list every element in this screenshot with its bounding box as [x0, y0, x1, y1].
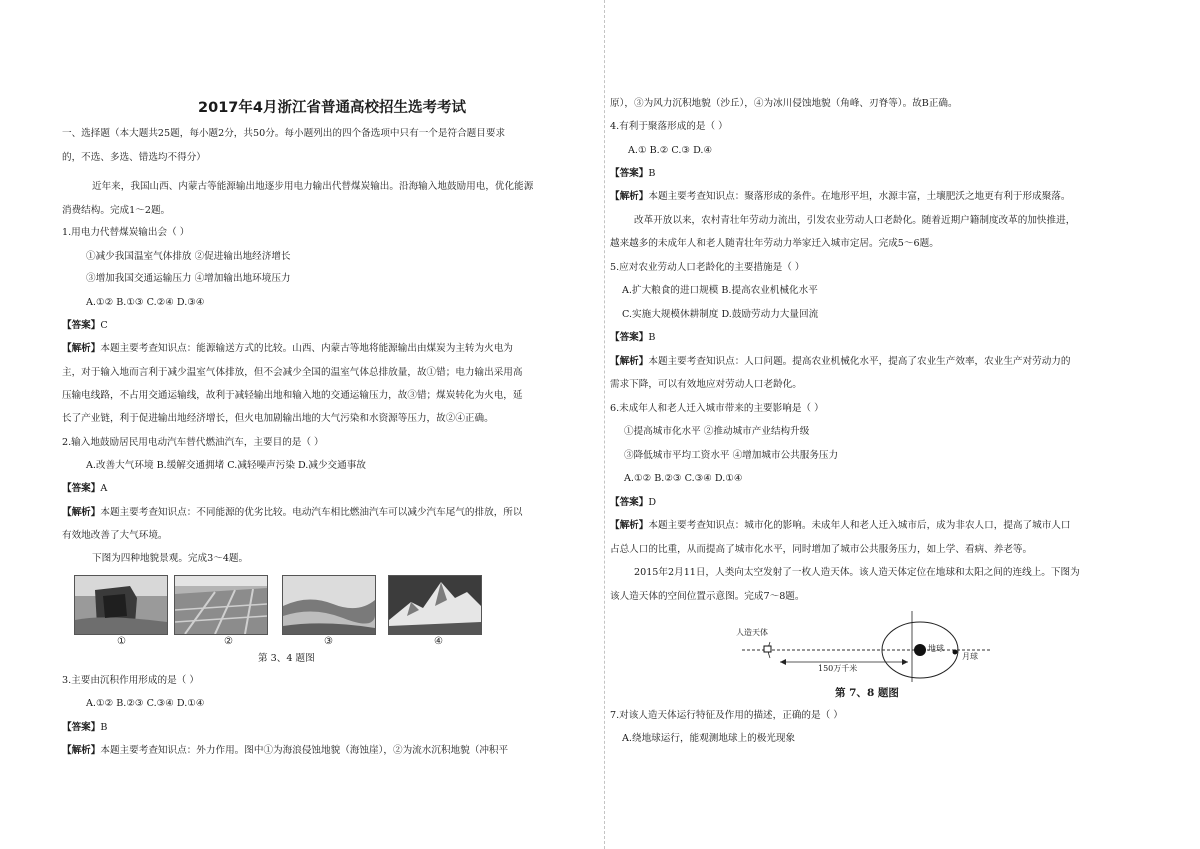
- photo-label-3: ③: [324, 636, 333, 647]
- answer-tag: 【答案】: [610, 332, 649, 343]
- q1-analysis-cont: 长了产业链，利于促进输出地经济增长，但火电加剧输出地的大气污染和水资源等压力，故②④正确。: [62, 413, 494, 424]
- photo-label-2: ②: [224, 636, 233, 647]
- intro-text-5-6: 改革开放以来，农村青壮年劳动力流出，引发农业劳动人口老龄化。随着近期户籍制度改革的加快推进，: [634, 215, 1076, 226]
- distance-label: 150万千米: [818, 664, 858, 673]
- landform-photo-dune: [282, 575, 376, 635]
- analysis-tag: 【解析】: [610, 520, 649, 531]
- q2-answer: [62, 482, 107, 496]
- answer-value: B: [100, 722, 108, 733]
- q1-options-row1: ①减少我国温室气体排放 ②促进输出地经济增长: [86, 251, 291, 262]
- orbit-diagram: [736, 606, 1000, 686]
- q1-analysis: [62, 342, 513, 356]
- q2-analysis-cont: 有效地改善了大气环境。: [62, 530, 168, 541]
- landform-photo-glacier-peak: [388, 575, 482, 635]
- question-1: 1.用电力代替煤炭输出会（ ）: [62, 227, 190, 238]
- section-heading: 一、选择题（本大题共25题，每小题2分，共50分。每小题列出的四个备选项中只有一个是符合题目要求: [62, 128, 506, 139]
- satellite-label: 人造天体: [736, 628, 768, 637]
- page-title: 2017年4月浙江省普通高校招生选考考试: [198, 100, 466, 116]
- answer-tag: 【答案】: [62, 320, 101, 331]
- q3-analysis: [62, 744, 508, 758]
- q3-choices: A.①② B.②③ C.③④ D.①④: [86, 698, 205, 709]
- page-divider: [604, 0, 605, 849]
- photo-label-1: ①: [117, 636, 126, 647]
- q5-analysis-cont: 需求下降，可以有效地应对劳动人口老龄化。: [610, 379, 802, 390]
- section-heading-cont: 的，不选、多选、错选均不得分）: [62, 152, 206, 163]
- q2-analysis: [62, 506, 523, 520]
- q6-analysis-cont: 占总人口的比重，从而提高了城市化水平，同时增加了城市公共服务压力，如上学、看病、养老等。: [610, 544, 1033, 555]
- q1-analysis-cont: 压输电线路，不占用交通运输线，故利于减轻输出地和输入地的交通运输压力，故③错；煤炭转化为火电，延: [62, 390, 523, 401]
- q5-options-row2: C.实施大规模休耕制度 D.鼓励劳动力大量回流: [622, 309, 819, 320]
- answer-value: D: [648, 497, 657, 508]
- analysis-text: 本题主要考查知识点：城市化的影响。未成年人和老人迁入城市后，成为非农人口，提高了城市人口: [648, 520, 1071, 531]
- q1-choices: A.①② B.①③ C.②④ D.③④: [86, 297, 205, 308]
- q2-choices: A.改善大气环境 B.缓解交通拥堵 C.减轻噪声污染 D.减少交通事故: [86, 460, 366, 471]
- q5-options-row1: A.扩大粮食的进口规模 B.提高农业机械化水平: [622, 285, 818, 296]
- answer-tag: 【答案】: [62, 483, 101, 494]
- q1-answer: [62, 319, 108, 333]
- analysis-tag: 【解析】: [62, 343, 101, 354]
- earth-label: 地球: [928, 644, 944, 653]
- q6-options-row1: ①提高城市化水平 ②推动城市产业结构升级: [624, 426, 810, 437]
- answer-value: B: [648, 332, 656, 343]
- intro-text-7-8-cont: 该人造天体的空间位置示意图。完成7～8题。: [610, 591, 805, 602]
- answer-tag: 【答案】: [610, 497, 649, 508]
- analysis-text: 本题主要考查知识点：聚落形成的条件。在地形平坦，水源丰富，土壤肥沃之地更有利于形成聚落。: [648, 191, 1071, 202]
- question-6: 6.未成年人和老人迁入城市带来的主要影响是（ ）: [610, 403, 824, 414]
- q5-analysis: [610, 355, 1071, 369]
- moon-icon: [953, 650, 958, 655]
- landform-photo-cliff: [74, 575, 168, 635]
- answer-value: A: [100, 483, 108, 494]
- intro-text: 近年来，我国山西、内蒙古等能源输出地逐步用电力输出代替煤炭输出。沿海输入地鼓励用电，优化能源: [92, 181, 534, 192]
- q4-analysis: [610, 190, 1071, 204]
- question-5: 5.应对农业劳动人口老龄化的主要措施是（ ）: [610, 262, 805, 273]
- photo-label-4: ④: [434, 636, 443, 647]
- q1-analysis-cont: 主，对于输入地而言利于减少温室气体排放，但不会减少全国的温室气体总排放量，故①错；电力输出采用高: [62, 367, 523, 378]
- analysis-text: 本题主要考查知识点：外力作用。图中①为海浪侵蚀地貌（海蚀崖），②为流水沉积地貌（冲积平: [100, 745, 509, 756]
- q3-analysis-cont: 原），③为风力沉积地貌（沙丘），④为冰川侵蚀地貌（角峰、刃脊等）。故B正确。: [610, 98, 958, 109]
- answer-value: C: [100, 320, 108, 331]
- q6-options-row2: ③降低城市平均工资水平 ④增加城市公共服务压力: [624, 450, 839, 461]
- intro-text-cont: 消费结构。完成1～2题。: [62, 205, 171, 216]
- answer-value: B: [648, 168, 656, 179]
- analysis-text: 本题主要考查知识点：不同能源的优劣比较。电动汽车相比燃油汽车可以减少汽车尾气的排放，所以: [100, 507, 523, 518]
- analysis-tag: 【解析】: [610, 356, 649, 367]
- analysis-text: 本题主要考查知识点：人口问题。提高农业机械化水平，提高了农业生产效率，农业生产对劳动力的: [648, 356, 1071, 367]
- answer-tag: 【答案】: [62, 722, 101, 733]
- q7-option-a: A.绕地球运行，能观测地球上的极光现象: [622, 733, 796, 744]
- q4-answer: [610, 167, 655, 181]
- figure-intro: 下图为四种地貌景观。完成3～4题。: [92, 553, 249, 564]
- moon-label: 月球: [962, 652, 978, 661]
- question-2: 2.输入地鼓励居民用电动汽车替代燃油汽车，主要目的是（ ）: [62, 437, 324, 448]
- question-7: 7.对该人造天体运行特征及作用的描述，正确的是（ ）: [610, 710, 843, 721]
- q1-options-row2: ③增加我国交通运输压力 ④增加输出地环境压力: [86, 273, 291, 284]
- figure-caption: 第 3、4 题图: [258, 653, 315, 664]
- satellite-icon: [764, 646, 771, 652]
- orbit-diagram-svg: [740, 606, 1000, 686]
- analysis-tag: 【解析】: [610, 191, 649, 202]
- analysis-text: 本题主要考查知识点：能源输送方式的比较。山西、内蒙古等地将能源输出由煤炭为主转为火电为: [100, 343, 513, 354]
- answer-tag: 【答案】: [610, 168, 649, 179]
- intro-text-5-6-cont: 越来越多的未成年人和老人随青壮年劳动力举家迁入城市定居。完成5～6题。: [610, 238, 939, 249]
- question-3: 3.主要由沉积作用形成的是（ ）: [62, 675, 199, 686]
- question-4: 4.有利于聚落形成的是（ ）: [610, 121, 728, 132]
- q5-answer: [610, 331, 655, 345]
- q6-choices: A.①② B.②③ C.③④ D.①④: [624, 473, 743, 484]
- intro-text-7-8: 2015年2月11日，人类向太空发射了一枚人造天体。该人造天体定位在地球和太阳之间的连线上。下图为: [634, 567, 1080, 578]
- q6-answer: [610, 496, 656, 510]
- q3-answer: [62, 721, 107, 735]
- analysis-tag: 【解析】: [62, 507, 101, 518]
- landform-photo-plain: [174, 575, 268, 635]
- earth-icon: [914, 644, 926, 656]
- q6-analysis: [610, 519, 1071, 533]
- analysis-tag: 【解析】: [62, 745, 101, 756]
- diagram-caption: 第 7、8 题图: [835, 687, 899, 699]
- q4-choices: A.① B.② C.③ D.④: [628, 145, 713, 156]
